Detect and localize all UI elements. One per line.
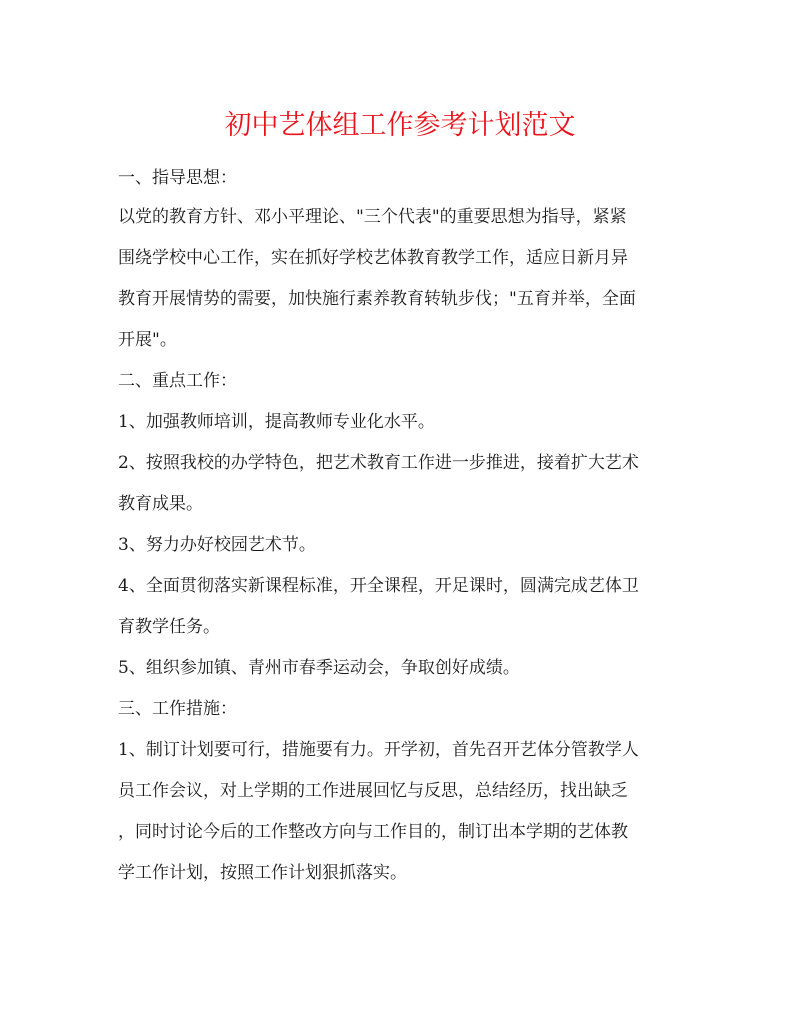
section-heading: 三、工作措施： bbox=[118, 699, 237, 719]
list-item: 1、加强教师培训，提高教师专业化水平。 bbox=[118, 412, 435, 432]
text-line: ，同时讨论今后的工作整改方向与工作目的，制订出本学期的艺体教 bbox=[118, 822, 628, 842]
section-heading: 一、指导思想： bbox=[118, 168, 237, 188]
list-item: 4、全面贯彻落实新课程标准，开全课程，开足课时，圆满完成艺体卫 bbox=[118, 576, 639, 596]
list-item: 1、制订计划要可行，措施要有力。开学初，首先召开艺体分管教学人 bbox=[118, 740, 639, 760]
text-line: 员工作会议，对上学期的工作进展回忆与反思，总结经历，找出缺乏 bbox=[118, 781, 628, 801]
list-item: 3、努力办好校园艺术节。 bbox=[118, 535, 316, 555]
text-line: 以党的教育方针、邓小平理论、"三个代表"的重要思想为指导，紧紧 bbox=[118, 207, 627, 227]
document-title: 初中艺体组工作参考计划范文 bbox=[224, 110, 576, 141]
text-line: 育教学任务。 bbox=[118, 617, 220, 637]
text-line: 教育开展情势的需要，加快施行素养教育转轨步伐；"五育并举，全面 bbox=[118, 289, 636, 309]
text-line: 教育成果。 bbox=[118, 494, 203, 514]
text-line: 围绕学校中心工作，实在抓好学校艺体教育教学工作，适应日新月异 bbox=[118, 248, 628, 268]
section-heading: 二、重点工作： bbox=[118, 371, 237, 391]
list-item: 5、组织参加镇、青州市春季运动会，争取创好成绩。 bbox=[118, 658, 520, 678]
list-item: 2、按照我校的办学特色，把艺术教育工作进一步推进，接着扩大艺术 bbox=[118, 453, 639, 473]
text-line: 学工作计划，按照工作计划狠抓落实。 bbox=[118, 863, 407, 883]
text-line: 开展"。 bbox=[118, 330, 177, 350]
